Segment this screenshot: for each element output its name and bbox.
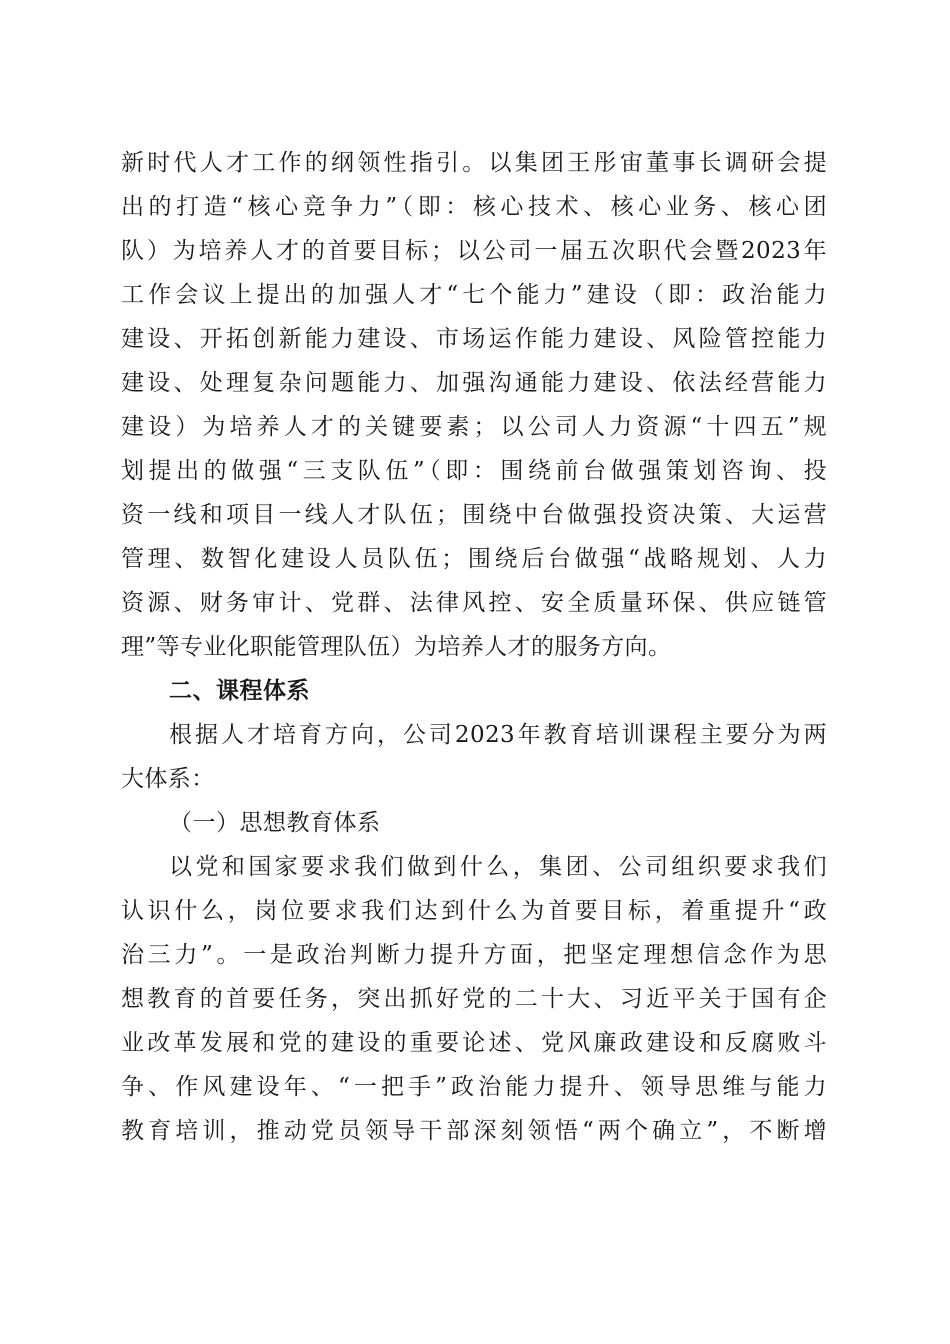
text-line: 资源、财务审计、党群、法律风控、安全质量环保、供应链管 <box>121 590 827 616</box>
text-line: 根据人才培育方向，公司2023年教育培训课程主要分为两 <box>169 722 827 748</box>
text-line: 工作会议上提出的加强人才“七个能力”建设（即：政治能力 <box>121 282 827 308</box>
text-line: 建设、开拓创新能力建设、市场运作能力建设、风险管控能力 <box>121 326 827 352</box>
text-line: 大体系： <box>121 766 215 792</box>
text-line: 理”等专业化职能管理队伍）为培养人才的服务方向。 <box>121 634 672 660</box>
text-line: 想教育的首要任务，突出抓好党的二十大、习近平关于国有企 <box>121 986 827 1012</box>
text-line: 建设、处理复杂问题能力、加强沟通能力建设、依法经营能力 <box>121 370 827 396</box>
subsection-heading-ideological-education: （一）思想教育体系 <box>169 810 381 836</box>
section-heading-course-system: 二、课程体系 <box>169 678 310 704</box>
document-body <box>121 141 827 1153</box>
text-line: 业改革发展和党的建设的重要论述、党风廉政建设和反腐败斗 <box>121 1030 827 1056</box>
text-line: 以党和国家要求我们做到什么，集团、公司组织要求我们 <box>169 854 827 880</box>
text-line: 认识什么，岗位要求我们达到什么为首要目标，着重提升“政 <box>121 898 827 924</box>
text-line: 治三力”。一是政治判断力提升方面，把坚定理想信念作为思 <box>121 942 827 968</box>
text-line: 划提出的做强“三支队伍”（即：围绕前台做强策划咨询、投 <box>121 458 827 484</box>
text-line: 新时代人才工作的纲领性指引。以集团王彤宙董事长调研会提 <box>121 150 827 176</box>
paragraph-talent-direction <box>121 141 827 669</box>
text-line: 教育培训，推动党员领导干部深刻领悟“两个确立”，不断增 <box>121 1118 827 1144</box>
text-line: 队）为培养人才的首要目标；以公司一届五次职代会暨2023年 <box>121 238 827 264</box>
paragraph-course-overview <box>121 713 827 801</box>
paragraph-ideological-education <box>121 845 827 1153</box>
text-line: 争、作风建设年、“一把手”政治能力提升、领导思维与能力 <box>121 1074 827 1100</box>
text-line: 出的打造“核心竞争力”（即：核心技术、核心业务、核心团 <box>121 194 827 220</box>
text-line: 管理、数智化建设人员队伍；围绕后台做强“战略规划、人力 <box>121 546 827 572</box>
text-line: 资一线和项目一线人才队伍；围绕中台做强投资决策、大运营 <box>121 502 827 528</box>
text-line: 建设）为培养人才的关键要素；以公司人力资源“十四五”规 <box>121 414 827 440</box>
